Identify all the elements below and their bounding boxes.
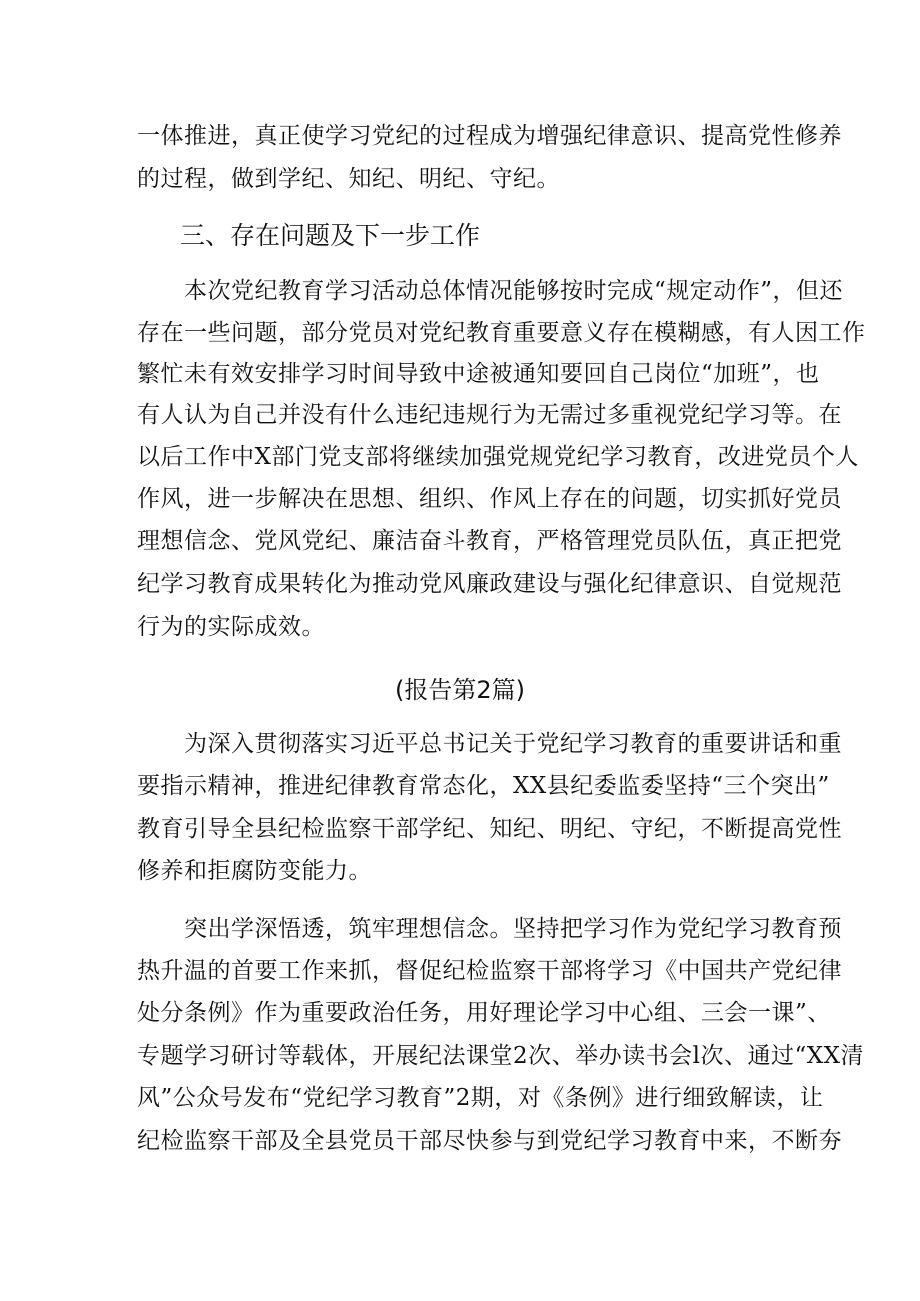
paragraph-line: 行为的实际成效。 xyxy=(137,614,325,640)
paragraph-line: 专题学习研讨等载体，开展纪法课堂2次、举办读书会l次、通过“XX清 xyxy=(137,1043,864,1069)
paragraph-line: 繁忙未有效安排学习时间导致中途被通知要回自己岗位“加班”，也 xyxy=(137,361,820,387)
paragraph-line: 突出学深悟透，筑牢理想信念。坚持把学习作为党纪学习教育预 xyxy=(137,916,842,942)
paragraph-line: 存在一些问题，部分党员对党纪教育重要意义存在模糊感，有人因工作 xyxy=(137,320,866,346)
paragraph-line: 处分条例》作为重要政治任务，用好理论学习中心组、三会一课”、 xyxy=(137,1000,831,1026)
paragraph-line: 热升温的首要工作来抓，督促纪检监察干部将学习《中国共产党纪律 xyxy=(137,958,842,984)
paragraph-line: 以后工作中X部门党支部将继续加强党规党纪学习教育，改进党员个人 xyxy=(137,444,859,470)
paragraph-line: 一体推进，真正使学习党纪的过程成为增强纪律意识、提高党性修养 xyxy=(137,123,842,149)
paragraph-line: 本次党纪教育学习活动总体情况能够按时完成“规定动作”，但还 xyxy=(137,278,844,304)
section-heading: 三、存在问题及下一步工作 xyxy=(180,221,481,250)
paragraph-line: 要指示精神，推进纪律教育常态化，XX县纪委监委坚持“三个突出” xyxy=(137,773,830,799)
paragraph-line: 作风，进一步解决在思想、组织、作风上存在的问题，切实抓好党员 xyxy=(137,486,842,512)
paragraph-line: 有人认为自己并没有什么违纪违规行为无需过多重视党纪学习等。在 xyxy=(137,402,842,428)
paragraph-line: 教育引导全县纪检监察干部学纪、知纪、明纪、守纪，不断提高党性 xyxy=(137,816,842,842)
paragraph-line: 纪学习教育成果转化为推动党风廉政建设与强化纪律意识、自觉规范 xyxy=(137,571,842,597)
paragraph-line: 风”公众号发布“党纪学习教育”2期，对《条例》进行细致解读，让 xyxy=(137,1085,824,1111)
paragraph-line: 纪检监察干部及全县党员干部尽快参与到党纪学习教育中来，不断夯 xyxy=(137,1128,842,1154)
paragraph-line: 的过程，做到学纪、知纪、明纪、守纪。 xyxy=(137,166,560,192)
paragraph-line: 修养和拒腐防变能力。 xyxy=(137,858,372,884)
paragraph-line: 为深入贯彻落实习近平总书记关于党纪学习教育的重要讲话和重 xyxy=(137,731,842,757)
paragraph-line: 理想信念、党风党纪、廉洁奋斗教育，严格管理党员队伍，真正把党 xyxy=(137,528,842,554)
report-subtitle: (报告第2篇) xyxy=(395,676,525,704)
